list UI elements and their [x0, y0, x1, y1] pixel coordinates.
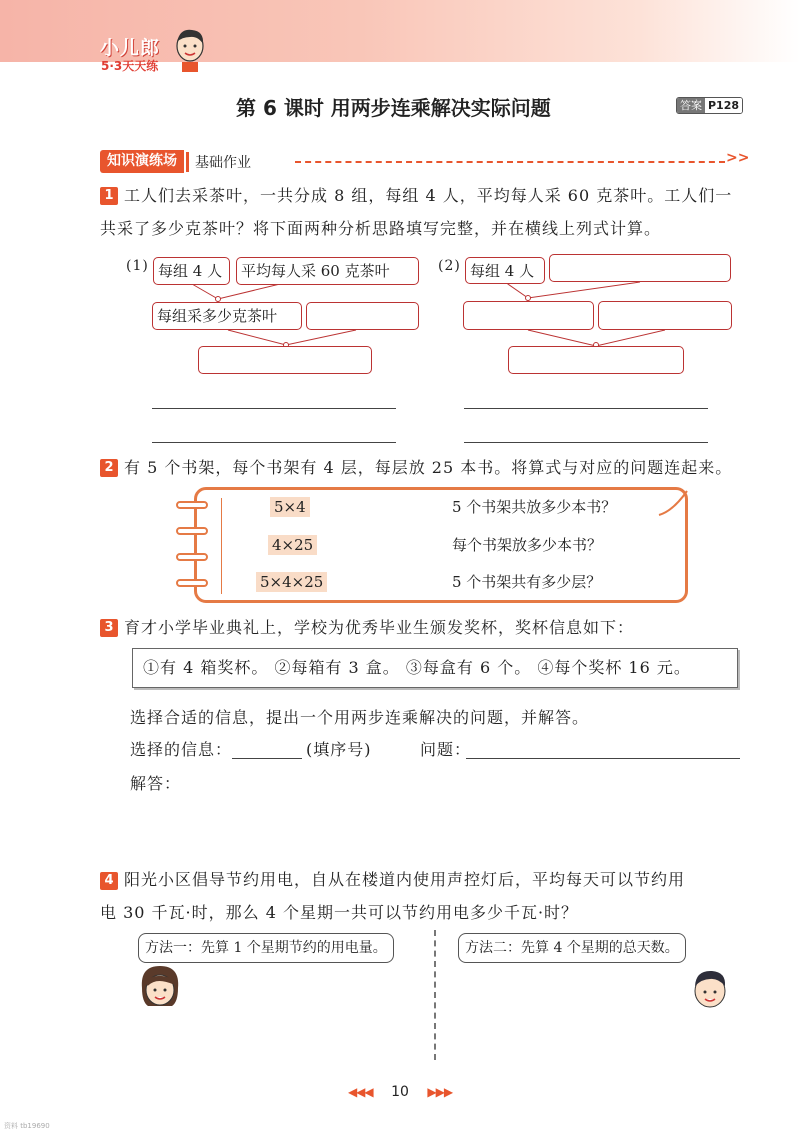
analysis-box: 平均每人采 60 克茶叶	[236, 257, 419, 285]
question-text: 育才小学毕业典礼上，学校为优秀毕业生颁发奖杯，奖杯信息如下：	[124, 618, 635, 637]
part-label: (2)	[438, 258, 461, 274]
method-one-bubble: 方法一：先算 1 个星期节约的用电量。	[138, 933, 394, 963]
trophy-info-box: ①有 4 箱奖杯。 ②每箱有 3 盒。 ③每盒有 6 个。 ④每个奖杯 16 元。	[132, 648, 738, 688]
page-footer	[0, 1084, 800, 1100]
analysis-blank-box[interactable]	[598, 301, 732, 330]
girl-avatar-icon	[136, 962, 184, 1012]
binder-ring-icon	[176, 553, 208, 561]
answer-line[interactable]	[464, 408, 708, 409]
question-text: 工人们去采茶叶，一共分成 8 组，每组 4 人，平均每人采 60 克茶叶。工人们一	[124, 186, 733, 205]
method-divider	[434, 930, 436, 1060]
answer-label: 解答：	[130, 774, 182, 793]
right-arrows-icon: ▶▶▶	[427, 1085, 453, 1099]
binder-ring-icon	[176, 527, 208, 535]
match-question[interactable]: 每个书架放多少本书？	[452, 536, 603, 554]
brand-logo: 小儿郎	[100, 37, 161, 59]
analysis-box: 每组 4 人	[153, 257, 230, 285]
page-title: 第 6 课时 用两步连乘解决实际问题	[236, 96, 551, 120]
page-number: 10	[391, 1084, 409, 1100]
analysis-blank-box[interactable]	[549, 254, 731, 282]
question-label: 问题：	[420, 740, 472, 759]
notebook-margin-line	[221, 498, 222, 594]
question-number: 2	[100, 459, 118, 477]
formula-item[interactable]: 4×25	[268, 535, 317, 555]
analysis-blank-box[interactable]	[508, 346, 684, 374]
analysis-connectors	[0, 0, 800, 400]
brand-subtitle: 5·3天天练	[101, 59, 159, 73]
match-question[interactable]: 5 个书架共有多少层？	[452, 573, 602, 591]
analysis-blank-box[interactable]	[198, 346, 372, 374]
left-arrows-icon: ◀◀◀	[347, 1085, 373, 1099]
answer-line[interactable]	[464, 442, 708, 443]
analysis-blank-box[interactable]	[306, 302, 419, 330]
section-tag: 知识演练场	[100, 150, 184, 173]
part-label: (1)	[126, 258, 149, 274]
answer-line[interactable]	[152, 408, 396, 409]
section-subtitle: 基础作业	[186, 152, 251, 172]
analysis-blank-box[interactable]	[463, 301, 594, 330]
question-text: 阳光小区倡导节约用电，自从在楼道内使用声控灯后，平均每天可以节约用	[124, 870, 686, 889]
select-info-label: 选择的信息：	[130, 740, 233, 759]
question-number: 3	[100, 619, 118, 637]
answer-label: 答案	[677, 98, 705, 113]
question-text: 共采了多少克茶叶？将下面两种分析思路填写完整，并在横线上列式计算。	[100, 219, 662, 238]
binder-ring-icon	[176, 501, 208, 509]
question-text: 电 30 千瓦·时，那么 4 个星期一共可以节约用电多少千瓦·时？	[100, 903, 579, 922]
question-number: 1	[100, 187, 118, 205]
answer-line[interactable]	[152, 442, 396, 443]
answer-page: P128	[705, 98, 742, 113]
boy-avatar-icon	[688, 964, 732, 1014]
instruction-text: 选择合适的信息，提出一个用两步连乘解决的问题，并解答。	[130, 708, 590, 727]
select-info-hint: (填序号)	[306, 740, 372, 759]
method-two-bubble: 方法二：先算 4 个星期的总天数。	[458, 933, 686, 963]
watermark: 资料 tb19690	[4, 1122, 50, 1130]
question-text: 有 5 个书架，每个书架有 4 层，每层放 25 本书。将算式与对应的问题连起来。	[124, 458, 733, 477]
question-blank[interactable]	[466, 758, 740, 759]
formula-item[interactable]: 5×4	[270, 497, 310, 517]
page-curl-icon	[655, 487, 691, 517]
question-number: 4	[100, 872, 118, 890]
analysis-box: 每组 4 人	[465, 257, 545, 284]
select-info-blank[interactable]	[232, 758, 302, 759]
formula-item[interactable]: 5×4×25	[256, 572, 327, 592]
binder-ring-icon	[176, 579, 208, 587]
double-chevron-icon: >>	[726, 150, 750, 166]
match-question[interactable]: 5 个书架共放多少本书？	[452, 498, 617, 516]
analysis-box: 每组采多少克茶叶	[152, 302, 302, 330]
